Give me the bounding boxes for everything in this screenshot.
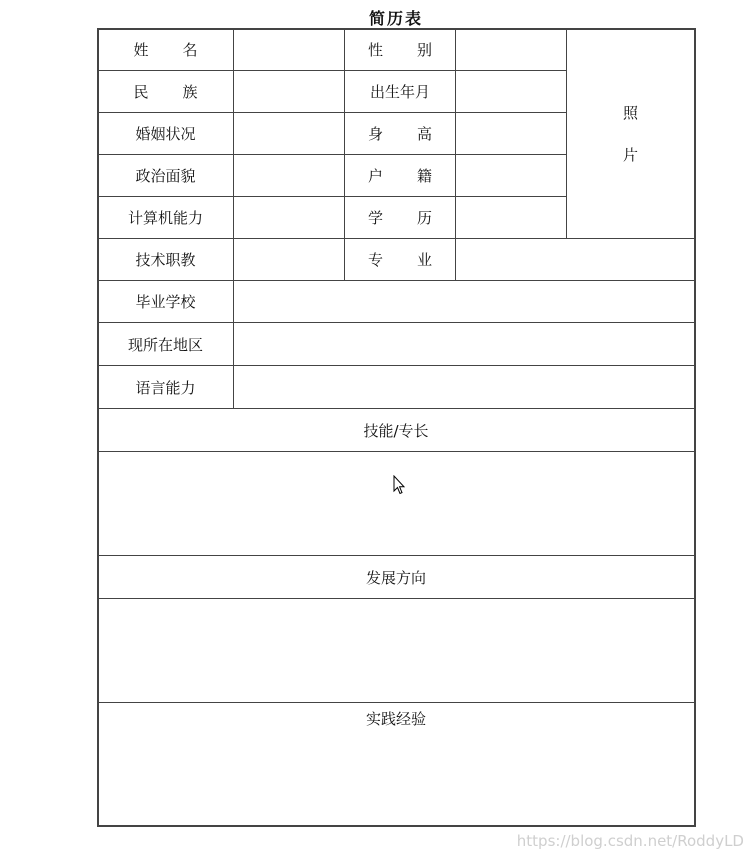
watermark: https://blog.csdn.net/RoddyLD (516, 832, 744, 850)
technical-title-field[interactable] (233, 238, 345, 281)
birthdate-field[interactable] (455, 70, 567, 113)
resume-table (97, 28, 695, 826)
page-title: 简历表 (368, 9, 423, 28)
computer-skills-field[interactable] (233, 196, 345, 239)
label-political-status: 政治面貌 (97, 154, 234, 197)
location-field[interactable] (233, 322, 695, 366)
marital-status-field[interactable] (233, 112, 345, 155)
gender-field[interactable] (455, 28, 567, 71)
ethnicity-field[interactable] (233, 70, 345, 113)
experience-cell[interactable] (97, 702, 695, 826)
section-skills-header: 技能/专长 (97, 408, 695, 452)
label-height: 身 高 (344, 112, 456, 155)
skills-field[interactable] (97, 451, 695, 556)
label-marital-status: 婚姻状况 (97, 112, 234, 155)
photo-label-1: 照 (622, 103, 638, 122)
label-gender: 性 别 (344, 28, 456, 71)
household-field[interactable] (455, 154, 567, 197)
major-field[interactable] (455, 238, 695, 281)
height-field[interactable] (455, 112, 567, 155)
label-name: 姓 名 (97, 28, 234, 71)
label-technical-title: 技术职教 (97, 238, 234, 281)
direction-field[interactable] (97, 598, 695, 703)
label-ethnicity: 民 族 (97, 70, 234, 113)
mouse-cursor-icon (393, 475, 405, 495)
name-field[interactable] (233, 28, 345, 71)
label-major: 专 业 (344, 238, 456, 281)
school-field[interactable] (233, 280, 695, 323)
political-status-field[interactable] (233, 154, 345, 197)
label-computer-skills: 计算机能力 (97, 196, 234, 239)
photo-label-2: 片 (622, 145, 638, 164)
photo-cell[interactable] (566, 28, 695, 239)
label-household: 户 籍 (344, 154, 456, 197)
label-language: 语言能力 (97, 365, 234, 409)
label-birthdate: 出生年月 (344, 70, 456, 113)
label-school: 毕业学校 (97, 280, 234, 323)
education-field[interactable] (455, 196, 567, 239)
section-direction-header: 发展方向 (97, 555, 695, 599)
language-field[interactable] (233, 365, 695, 409)
label-location: 现所在地区 (97, 322, 234, 366)
label-education: 学 历 (344, 196, 456, 239)
section-experience-header: 实践经验 (365, 710, 426, 728)
